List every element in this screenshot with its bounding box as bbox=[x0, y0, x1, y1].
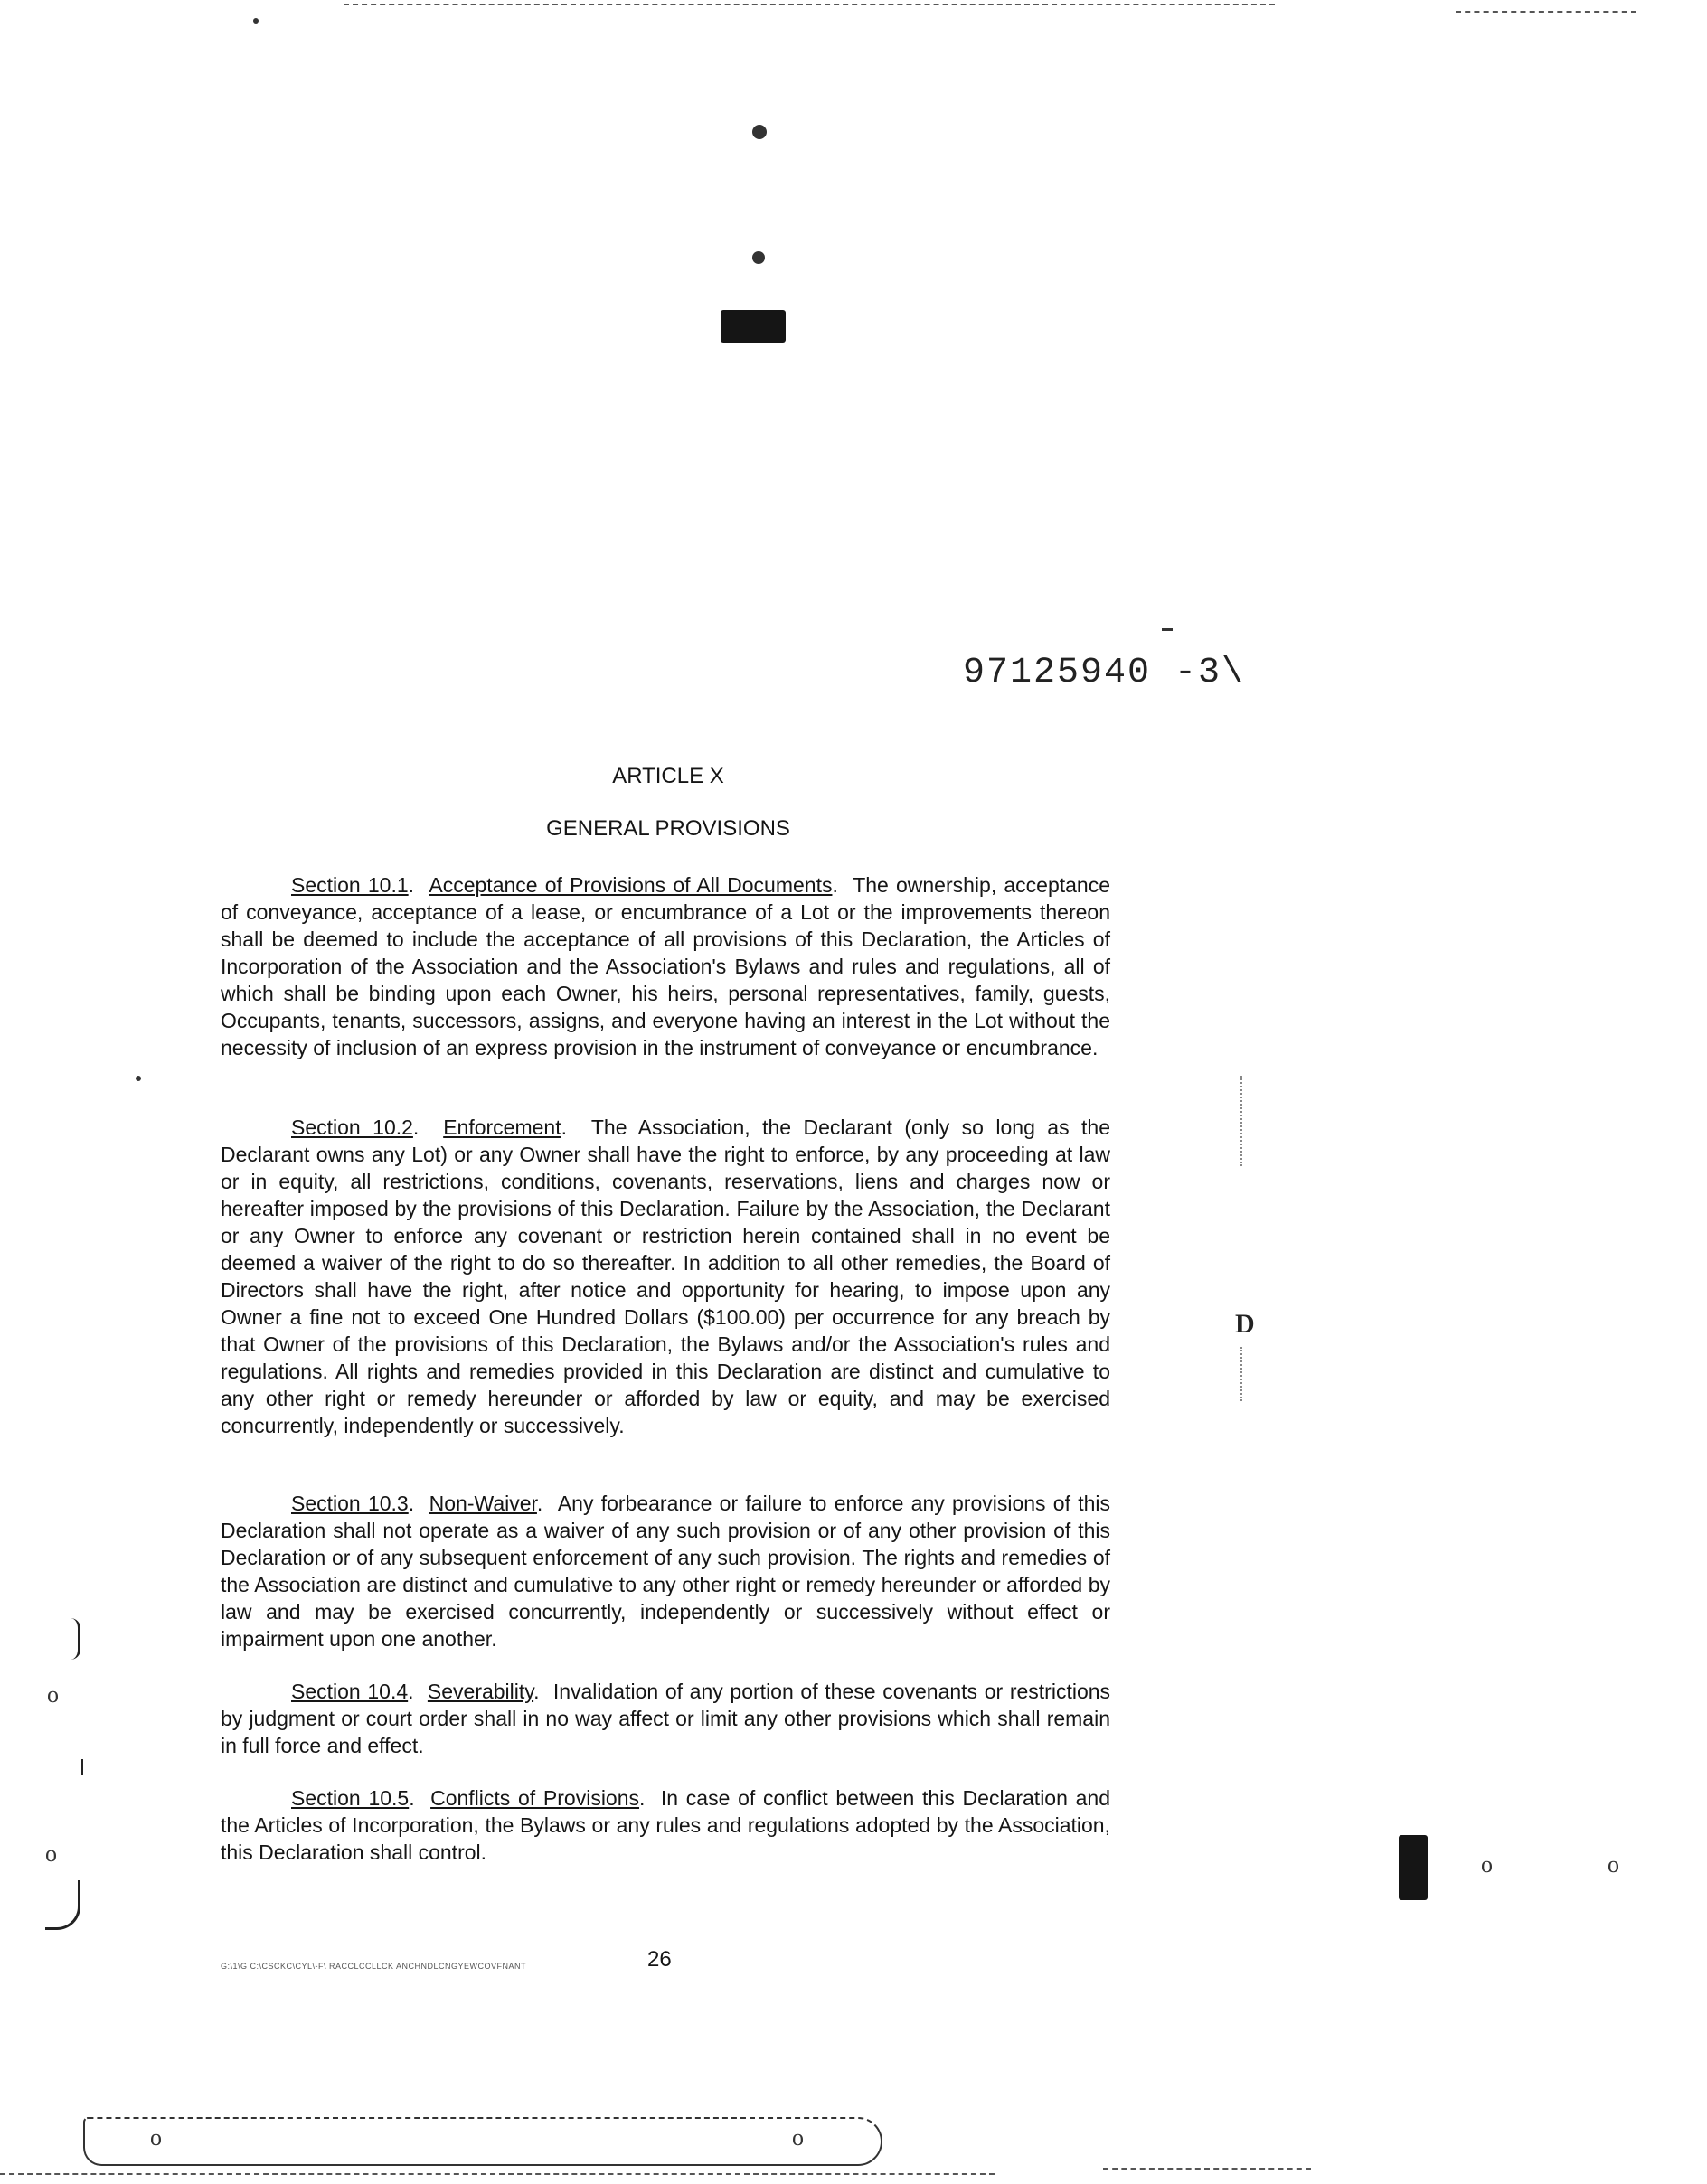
section-10-4: Section 10.4. Severability. Invalidation of any portion of these covenants or restrictions by judgment or court order shall in no way affect or limit any other provisions which shall remain in full force and effect. bbox=[221, 1680, 1111, 1757]
article-subtitle: GENERAL PROVISIONS bbox=[546, 816, 790, 841]
scan-bottom-rule-right bbox=[1103, 2168, 1311, 2170]
scan-top-rule bbox=[344, 4, 1275, 5]
section-number: Section 10.3 bbox=[291, 1492, 409, 1515]
section-text: The Association, the Declarant (only so long as the Declarant owns any Lot) or any Owner shall have the right to enforce, by any proceeding at law or in equity, all restrictions, conditions, covenants, reservations, liens and charges now or hereafter imposed by the provisions of this Declaration. Failure by the Association, the Declarant or any Owner to enforce any covenant or restriction herein contained shall in no event be deemed a waiver of the right to do so thereafter. In addition to all other remedies, the Board of Directors shall have the right, after notice and opportunity for hearing, to impose upon any Owner a fine not to exceed One Hundred Dollars ($100.00) per occurrence for any breach by that Owner of the provisions of this Declaration, the Bylaws and/or the Association's rules and regulations. All rights and remedies provided in this Declaration are distinct and cumulative to any other right or remedy hereunder or afforded by law or equity, and may be exercised concurrently, independently or successively. bbox=[221, 1116, 1111, 1437]
scan-speck bbox=[1162, 628, 1173, 631]
bottom-binding-strip bbox=[83, 2117, 882, 2166]
margin-black-mark bbox=[1399, 1835, 1428, 1900]
section-number: Section 10.1 bbox=[291, 873, 409, 897]
punch-hole-icon: o bbox=[792, 2124, 804, 2151]
margin-letter-mark: D bbox=[1235, 1309, 1255, 1339]
punch-hole-icon: o bbox=[45, 1840, 57, 1867]
punch-hole-icon: o bbox=[150, 2124, 162, 2151]
scan-speck bbox=[253, 18, 259, 24]
section-10-1: Section 10.1. Acceptance of Provisions of All Documents. The ownership, acceptance of conveyance, acceptance of a lease, or encumbrance of a Lot or the improvements thereon shall be deemed to include the acceptance of all provisions of this Declaration, the Articles of Incorporation of the Association and the Association's Bylaws and rules and regulations, all of which shall be binding upon each Owner, his heirs, personal representatives, family, guests, Occupants, tenants, successors, assigns, and everyone having an interest in the Lot without the necessity of inclusion of an express provision in the instrument of conveyance or encumbrance. bbox=[221, 873, 1111, 1059]
article-title: ARTICLE X bbox=[612, 764, 724, 788]
section-title: Severability bbox=[427, 1680, 534, 1703]
scan-top-rule-right bbox=[1456, 11, 1636, 13]
section-text: Invalidation of any portion of these covenants or restrictions by judgment or court order shall in no way affect or limit any other provisions which shall remain in full force and effect. bbox=[221, 1680, 1111, 1757]
redaction-stamp bbox=[721, 310, 786, 343]
punch-hole-icon: o bbox=[1608, 1851, 1619, 1878]
margin-hook-mark bbox=[45, 1880, 80, 1930]
section-10-3: Section 10.3. Non-Waiver. Any forbearance or failure to enforce any provisions of this Declaration shall not operate as a waiver of any such provision or of any other provision of this Declaration or of any subsequent enforcement of any such provision. The rights and remedies of the Association are distinct and cumulative to any other right or remedy hereunder or afforded by law and may be exercised concurrently, independently or successively without effect or impairment upon one another. bbox=[221, 1492, 1111, 1651]
section-title: Non-Waiver bbox=[429, 1492, 537, 1515]
section-text: The ownership, acceptance of conveyance, acceptance of a lease, or encumbrance of a Lot or the improvements thereon shall be deemed to include the acceptance of all provisions of this Declaration, the Articles of Incorporation of the Association and the Association's Bylaws and rules and regulations, all of which shall be binding upon each Owner, his heirs, personal representatives, family, guests, Occupants, tenants, successors, assigns, and everyone having an interest in the Lot without the necessity of inclusion of an express provision in the instrument of conveyance or encumbrance. bbox=[221, 873, 1111, 1059]
section-number: Section 10.4 bbox=[291, 1680, 409, 1703]
section-10-5: Section 10.5. Conflicts of Provisions. In case of conflict between this Declaration and the Articles of Incorporation, the Bylaws or any rules and regulations adopted by the Association, this Declaration shall control. bbox=[221, 1786, 1110, 1864]
scan-speck bbox=[136, 1076, 141, 1081]
punch-hole-icon: o bbox=[1481, 1851, 1493, 1878]
scan-bottom-rule bbox=[0, 2173, 995, 2175]
section-text: Any forbearance or failure to enforce any provisions of this Declaration shall not operate as a waiver of any such provision or of any other provision of this Declaration or of any subsequent enforcement of any such provision. The rights and remedies of the Association are distinct and cumulative to any other right or remedy hereunder or afforded by law and may be exercised concurrently, independently or successively without effect or impairment upon one another. bbox=[221, 1492, 1111, 1651]
margin-tick-mark bbox=[81, 1759, 83, 1775]
section-title: Acceptance of Provisions of All Documents bbox=[429, 873, 833, 897]
section-10-2: Section 10.2. Enforcement. The Association, the Declarant (only so long as the Declarant owns any Lot) or any Owner shall have the right to enforce, by any proceeding at law or in equity, all restrictions, conditions, covenants, reservations, liens and charges now or hereafter imposed by the provisions of this Declaration. Failure by the Association, the Declarant or any Owner to enforce any covenant or restriction herein contained shall in no event be deemed a waiver of the right to do so thereafter. In addition to all other remedies, the Board of Directors shall have the right, after notice and opportunity for hearing, to impose upon any Owner a fine not to exceed One Hundred Dollars ($100.00) per occurrence for any breach by that Owner of the provisions of this Declaration, the Bylaws and/or the Association's rules and regulations. All rights and remedies provided in this Declaration are distinct and cumulative to any other right or remedy hereunder or afforded by law or equity, and may be exercised concurrently, independently or successively. bbox=[221, 1116, 1111, 1437]
page-number: 26 bbox=[647, 1947, 672, 1972]
document-number: 97125940 -3\ bbox=[963, 653, 1246, 693]
section-title: Enforcement bbox=[443, 1116, 561, 1139]
margin-dotted-mark bbox=[1240, 1076, 1242, 1166]
section-text: In case of conflict between this Declaration and the Articles of Incorporation, the Bylaws or any rules and regulations adopted by the Association, this Declaration shall control. bbox=[221, 1786, 1110, 1864]
scan-speck bbox=[752, 125, 767, 139]
scan-speck bbox=[752, 251, 765, 264]
footer-file-path: G:\1\G C:\CSCKC\CYL\-F\ RACCLCCLLCK ANCHNDLCNGYEWCOVFNANT bbox=[221, 1962, 527, 1971]
margin-bracket-mark bbox=[71, 1618, 80, 1660]
section-number: Section 10.2 bbox=[291, 1116, 413, 1139]
section-number: Section 10.5 bbox=[291, 1786, 410, 1810]
punch-hole-icon: o bbox=[47, 1681, 59, 1708]
section-title: Conflicts of Provisions bbox=[430, 1786, 640, 1810]
margin-dotted-mark bbox=[1240, 1347, 1242, 1401]
